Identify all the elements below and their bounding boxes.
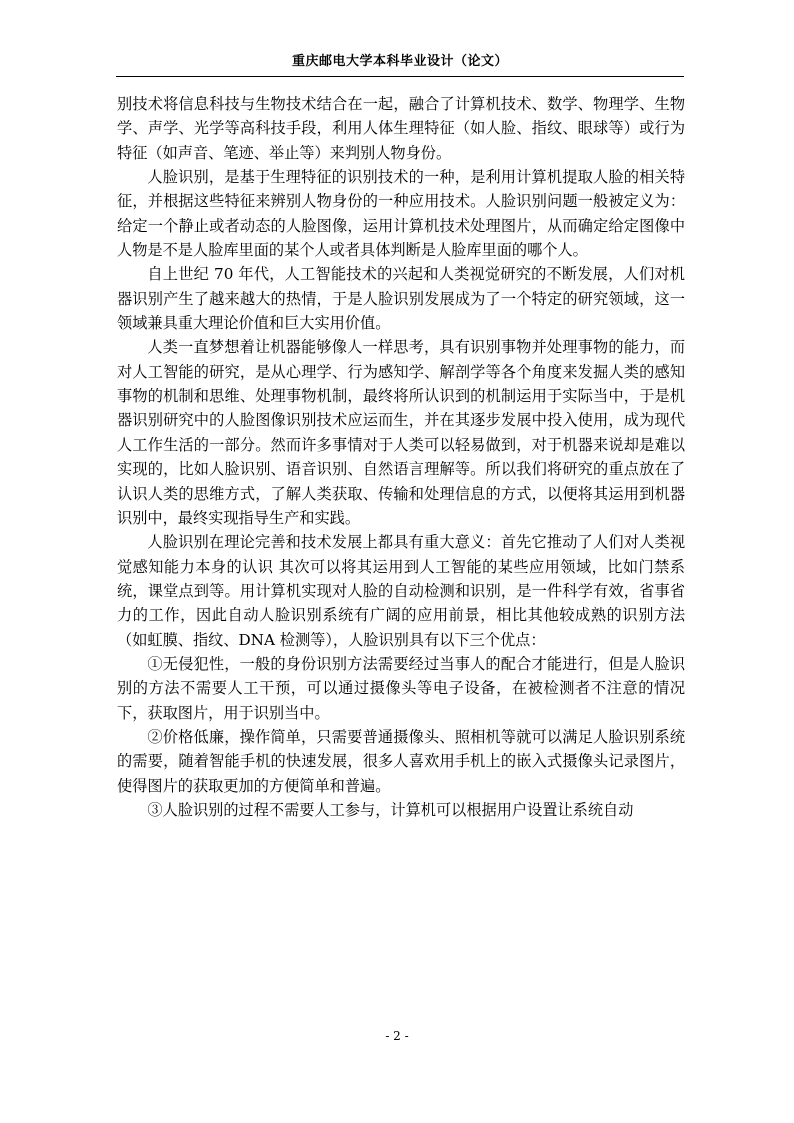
paragraph-significance: 人脸识别在理论完善和技术发展上都具有重大意义：首先它推动了人们对人类视觉感知能力本身的认识 其次可以将其运用到人工智能的某些应用领域，比如门禁系统，课堂点到等。用计算机实现对人脸的自动检测和识别，是一件科学有效，省事省力的工作，因此自动人脸识别系统有广阔的应用前景，相比其他较成熟的识别方法（如虹膜、指纹、DNA 检测等），人脸识别具有以下三个优点： — [117, 533, 685, 649]
paragraph-advantage-2: ②价格低廉，操作简单，只需要普通摄像头、照相机等就可以满足人脸识别系统的需要，随着智能手机的快速发展，很多人喜欢用手机上的嵌入式摄像头记录图片，使得图片的获取更加的方便简单和普遍。 — [117, 727, 685, 795]
body-text — [117, 92, 685, 822]
header-divider — [116, 76, 684, 77]
paragraph-history: 自上世纪 70 年代，人工智能技术的兴起和人类视觉研究的不断发展，人们对机器识别产生了越来越大的热情，于是人脸识别发展成为了一个特定的研究领域，这一领域兼具重大理论价值和巨大实用价值。 — [117, 265, 685, 333]
paragraph-advantage-1: ①无侵犯性，一般的身份识别方法需要经过当事人的配合才能进行，但是人脸识别的方法不需要人工干预，可以通过摄像头等电子设备，在被检测者不注意的情况下，获取图片，用于识别当中。 — [117, 654, 685, 722]
page-header-title: 重庆邮电大学本科毕业设计（论文） — [291, 54, 508, 69]
paragraph-advantage-3: ③人脸识别的过程不需要人工参与，计算机可以根据用户设置让系统自动 — [147, 800, 634, 819]
paragraph-continuation: 别技术将信息科技与生物技术结合在一起，融合了计算机技术、数学、物理学、生物学、声学、光学等高科技手段，利用人体生理特征（如人脸、指纹、眼球等）或行为特征（如声音、笔迹、举止等）来判别人物身份。 — [117, 95, 685, 162]
paragraph-face-recognition-definition: 人脸识别，是基于生理特征的识别技术的一种，是利用计算机提取人脸的相关特征，并根据这些特征来辨别人物身份的一种应用技术。人脸识别问题一般被定义为：给定一个静止或者动态的人脸图像，运用计算机技术处理图片，从而确定给定图像中人物是不是人脸库里面的某个人或者具体判断是人脸库里面的哪个人。 — [117, 168, 685, 260]
paragraph-artificial-intelligence: 人类一直梦想着让机器能够像人一样思考，具有识别事物并处理事物的能力，而对人工智能的研究，是从心理学、行为感知学、解剖学等各个角度来发掘人类的感知事物的机制和思维、处理事物机制，最终将所认识到的机制运用于实际当中，于是机器识别研究中的人脸图像识别技术应运而生，并在其逐步发展中投入使用，成为现代人工作生活的一部分。然而许多事情对于人类可以轻易做到，对于机器来说却是难以实现的，比如人脸识别、语音识别、自然语言理解等。所以我们将研究的重点放在了认识人类的思维方式，了解人类获取、传输和处理信息的方式，以便将其运用到机器识别中，最终实现指导生产和实践。 — [117, 338, 685, 527]
page-number: - 2 - — [385, 1029, 409, 1043]
